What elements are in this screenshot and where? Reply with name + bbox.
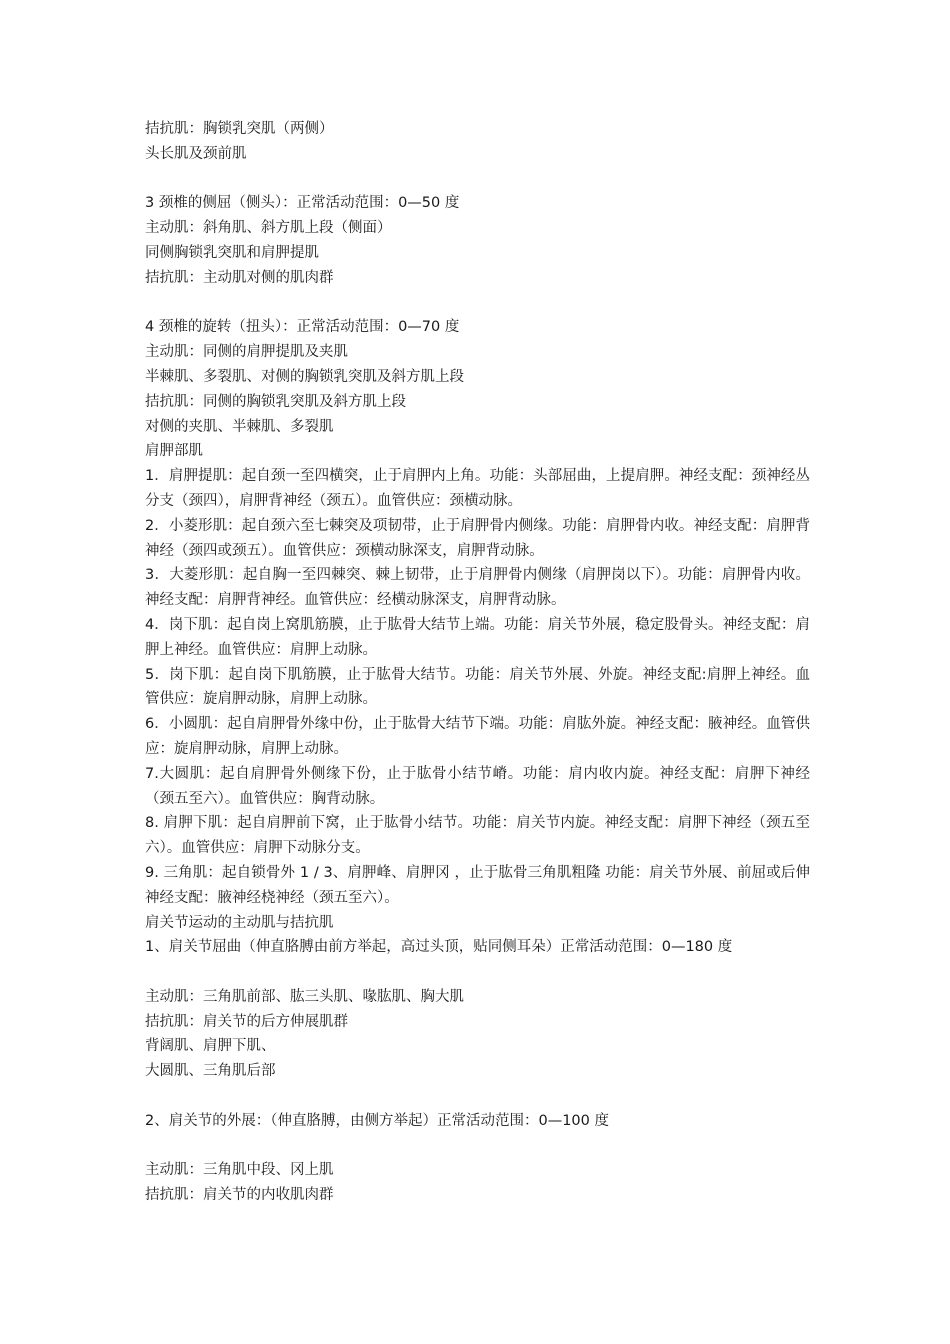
text-line: 主动肌：斜角肌、斜方肌上段（侧面） bbox=[145, 220, 392, 237]
text-line: 主动肌：同侧的肩胛提肌及夹肌 bbox=[145, 344, 348, 361]
muscle-entry: 4．岗下肌：起自岗上窝肌筋膜，止于肱骨大结节上端。功能：肩关节外展，稳定股骨头。神经支配：肩胛上神经。血管供应：肩胛上动脉。 bbox=[145, 616, 810, 658]
text-line: 对侧的夹肌、半棘肌、多裂肌 bbox=[145, 418, 334, 435]
muscle-entry: 5．岗下肌：起自岗下肌筋膜，止于肱骨大结节。功能：肩关节外展、外旋。神经支配:肩胛上神经。血管供应：旋肩胛动脉，肩胛上动脉。 bbox=[145, 666, 810, 708]
section-heading: 肩胛部肌 bbox=[145, 443, 203, 460]
text-line: 大圆肌、三角肌后部 bbox=[145, 1063, 276, 1080]
blank-line bbox=[145, 1134, 810, 1159]
document-page bbox=[145, 117, 810, 1208]
section-heading: 1、肩关节屈曲（伸直胳膊由前方举起，高过头顶，贴同侧耳朵）正常活动范围：0—180 度 bbox=[145, 939, 733, 956]
text-line: 半棘肌、多裂肌、对侧的胸锁乳突肌及斜方肌上段 bbox=[145, 368, 464, 385]
muscle-entry: 1．肩胛提肌：起自颈一至四横突，止于肩胛内上角。功能：头部屈曲，上提肩胛。神经支配：颈神经丛分支（颈四），肩胛背神经（颈五）。血管供应：颈横动脉。 bbox=[145, 468, 810, 509]
text-line: 拮抗肌：主动肌对侧的肌肉群 bbox=[145, 269, 334, 286]
muscle-entry: 9. 三角肌：起自锁骨外 1 / 3、肩胛峰、肩胛冈 ，止于肱骨三角肌粗隆 功能：肩关节外展、前屈或后伸 神经支配：腋神经桡神经（颈五至六）。 bbox=[145, 864, 810, 906]
text-line: 同侧胸锁乳突肌和肩胛提肌 bbox=[145, 244, 319, 261]
blank-line bbox=[145, 167, 810, 192]
muscle-entry: 6．小圆肌：起自肩胛骨外缘中份，止于肱骨大结节下端。功能：肩肱外旋。神经支配：腋神经。血管供应：旋肩胛动脉，肩胛上动脉。 bbox=[145, 716, 810, 757]
text-line: 拮抗肌：肩关节的后方伸展肌群 bbox=[145, 1013, 348, 1030]
section-heading: 肩关节运动的主动肌与拮抗肌 bbox=[145, 914, 334, 931]
text-line: 拮抗肌：胸锁乳突肌（两侧） bbox=[145, 121, 334, 137]
text-line: 拮抗肌：同侧的胸锁乳突肌及斜方肌上段 bbox=[145, 393, 406, 410]
section-heading: 2、肩关节的外展：（伸直胳膊，由侧方举起）正常活动范围：0—100 度 bbox=[145, 1112, 609, 1129]
section-heading: 4 颈椎的旋转（扭头）：正常活动范围：0—70 度 bbox=[145, 319, 460, 336]
muscle-entry: 3．大菱形肌：起自胸一至四棘突、棘上韧带，止于肩胛骨内侧缘（肩胛岗以下）。功能：肩胛骨内收。神经支配：肩胛背神经。血管供应：经横动脉深支，肩胛背动脉。 bbox=[145, 567, 810, 609]
text-line: 主动肌：三角肌前部、肱三头肌、喙肱肌、胸大肌 bbox=[145, 988, 464, 1005]
muscle-entry: 2．小菱形肌：起自颈六至七棘突及项韧带，止于肩胛骨内侧缘。功能：肩胛骨内收。神经支配：肩胛背神经（颈四或颈五）。血管供应：颈横动脉深支，肩胛背动脉。 bbox=[145, 517, 810, 559]
muscle-entry: 8. 肩胛下肌：起自肩胛前下窝，止于肱骨小结节。功能：肩关节内旋。神经支配：肩胛下神经（颈五至六）。血管供应：肩胛下动脉分支。 bbox=[145, 815, 810, 857]
text-line: 拮抗肌：肩关节的内收肌肉群 bbox=[145, 1187, 334, 1204]
text-line: 主动肌：三角肌中段、冈上肌 bbox=[145, 1162, 334, 1179]
blank-line bbox=[145, 1084, 810, 1109]
muscle-entry: 7.大圆肌：起自肩胛骨外侧缘下份，止于肱骨小结节嵴。功能：肩内收内旋。神经支配：肩胛下神经（颈五至六）。血管供应：胸背动脉。 bbox=[145, 765, 810, 807]
text-line: 头长肌及颈前肌 bbox=[145, 145, 247, 162]
section-heading: 3 颈椎的侧屈（侧头）：正常活动范围：0—50 度 bbox=[145, 195, 460, 212]
blank-line bbox=[145, 960, 810, 985]
text-line: 背阔肌、肩胛下肌、 bbox=[145, 1038, 276, 1055]
blank-line bbox=[145, 291, 810, 316]
